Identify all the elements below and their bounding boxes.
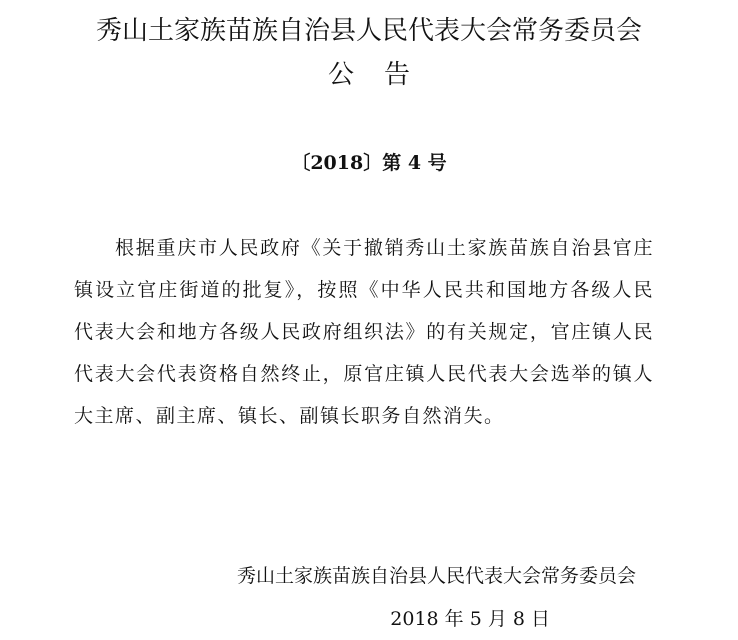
body-paragraph: 根据重庆市人民政府《关于撤销秀山土家族苗族自治县官庄镇设立官庄街道的批复》，按照《中华人民共和国地方各级人民代表大会和地方各级人民政府组织法》的有关规定，官庄镇人民代表大会代表资格自然终止，原官庄镇人民代表大会选举的镇人大主席、副主席、镇长、副镇长职务自然消失。: [74, 237, 654, 427]
document-number: 〔2018〕第 4 号: [291, 152, 447, 174]
document-title: 秀山土家族苗族自治县人民代表大会常务委员会: [95, 16, 642, 46]
document-subtitle: 公告: [327, 60, 440, 90]
signature-organization: 秀山土家族苗族自治县人民代表大会常务委员会: [236, 565, 636, 587]
signature-date: 2018 年 5 月 8 日: [390, 608, 550, 630]
